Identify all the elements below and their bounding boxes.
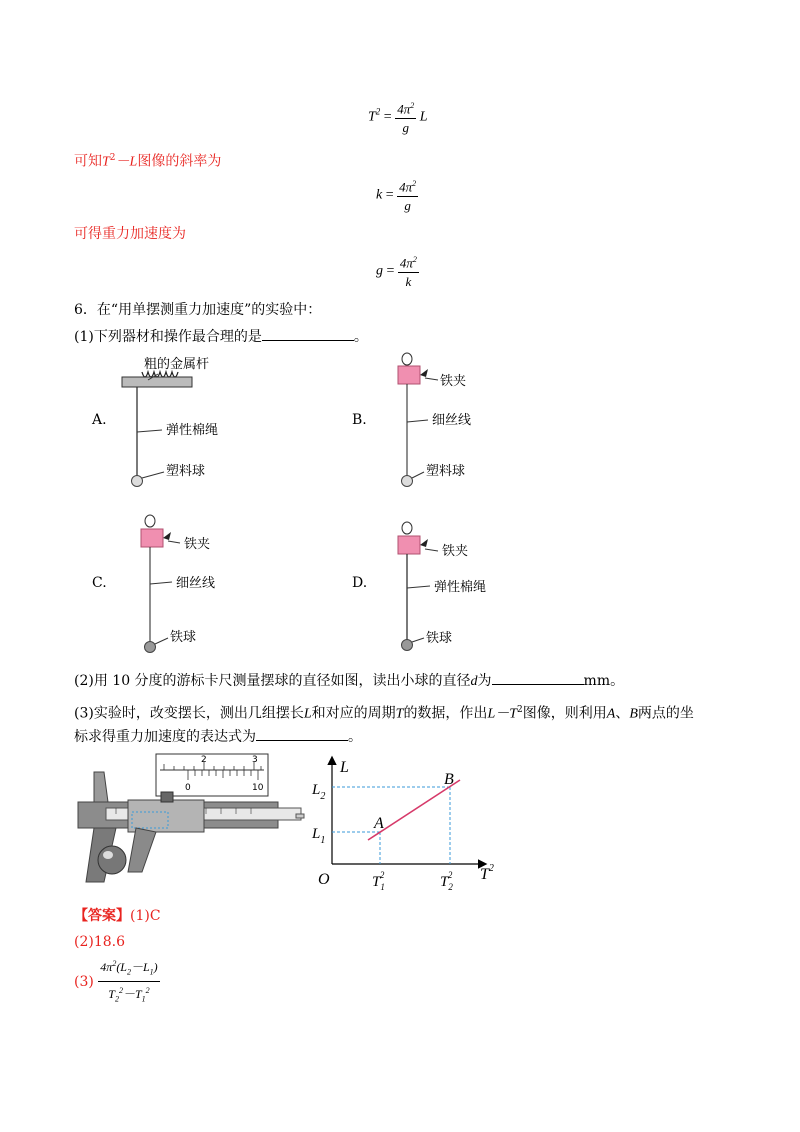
option-b-mid-label: 细丝线 xyxy=(432,413,472,428)
magnifier-vernier-label-0: 0 xyxy=(185,783,191,793)
magnifier-vernier-label-10: 10 xyxy=(252,783,264,793)
answer-line-1: 【答案】(1)C xyxy=(74,908,161,924)
ball-d xyxy=(402,640,413,651)
clip-d xyxy=(398,536,420,554)
x-tick-t2: $T_22$ xyxy=(440,870,453,892)
depth-rod xyxy=(296,814,304,818)
formula-gravity: g = $\frac{4\pi^2}{k}$ xyxy=(376,252,419,290)
option-b[interactable] xyxy=(352,353,471,487)
question-part3: (3)实验时，改变摆长，测出几组摆长L和对应的周期T的数据，作出$L-T^2$图像，则利用A、B两点的坐 xyxy=(74,705,694,722)
clip-c xyxy=(141,529,163,547)
question-title: 6．在“用单摆测重力加速度”的实验中： xyxy=(74,302,322,318)
leader-c2 xyxy=(150,582,172,584)
leader-a3 xyxy=(142,472,164,478)
option-c-top-label: 铁夹 xyxy=(184,537,211,552)
answer-line-2: (2)18.6 xyxy=(74,934,126,950)
option-a[interactable] xyxy=(91,356,218,487)
option-b-top-label: 铁夹 xyxy=(440,374,467,389)
origin-label: O xyxy=(318,871,330,888)
answer-blank-3 xyxy=(256,726,348,741)
gravity-explanation: 可得重力加速度为 xyxy=(74,226,186,242)
option-d[interactable] xyxy=(352,522,486,651)
x-tick-t1: $T_12$ xyxy=(372,870,385,892)
option-d-ball-label: 铁球 xyxy=(426,631,453,646)
option-d-mid-label: 弹性棉绳 xyxy=(434,580,487,595)
answer-blank-2 xyxy=(492,670,584,685)
x-axis-label: $T^2$ xyxy=(480,863,494,883)
leader-c1 xyxy=(168,541,180,543)
answer-blank-1 xyxy=(262,326,354,341)
clip-b xyxy=(398,366,420,384)
option-c-ball-label: 铁球 xyxy=(170,630,197,645)
apparatus-options xyxy=(80,350,560,660)
y-axis-label: L xyxy=(340,759,349,776)
ball-c xyxy=(145,642,156,653)
lower-moving-jaw xyxy=(128,828,156,872)
leader-b2 xyxy=(407,420,428,422)
upper-fixed-jaw xyxy=(94,772,108,802)
ball-a xyxy=(132,476,143,487)
answer-line-3: (3) $\frac{4\pi^2(L_2-L_1)}{T_2^2-T_1^2}$ xyxy=(74,956,160,1008)
leader-c3 xyxy=(155,638,168,644)
leader-d2 xyxy=(407,586,430,588)
point-a-label: A xyxy=(374,815,384,832)
coil xyxy=(142,372,178,377)
lock-screw xyxy=(161,792,173,802)
vernier-caliper xyxy=(76,752,306,887)
option-d-top-label: 铁夹 xyxy=(442,544,469,559)
question-part3-line2: 标求得重力加速度的表达式为 。 xyxy=(74,726,362,747)
option-c-mid-label: 细丝线 xyxy=(176,576,216,591)
ball-highlight xyxy=(103,851,113,859)
clip-handle-d xyxy=(402,522,412,534)
question-part2: (2)用 10 分度的游标卡尺测量摆球的直径如图，读出小球的直径d为 mm。 xyxy=(74,670,624,692)
option-a-mid-label: 弹性棉绳 xyxy=(166,423,219,438)
leader-b1 xyxy=(425,378,438,380)
point-b-label: B xyxy=(444,771,454,788)
slope-explanation: 可知$T^2-L$图像的斜率为 xyxy=(74,153,222,170)
option-a-ball-label: 塑料球 xyxy=(166,464,206,479)
leader-b3 xyxy=(412,472,424,478)
option-c[interactable] xyxy=(92,515,215,653)
leader-d1 xyxy=(425,549,438,551)
clip-handle-c xyxy=(145,515,155,527)
clip-handle-b xyxy=(402,353,412,365)
option-b-ball-label: 塑料球 xyxy=(426,464,466,479)
leader-a2 xyxy=(137,430,162,432)
clip-jaw-d xyxy=(420,539,428,547)
question-part1: (1)下列器材和操作最合理的是 。 xyxy=(74,326,368,347)
ball-b xyxy=(402,476,413,487)
option-a-letter: A. xyxy=(92,412,107,428)
metal-rod xyxy=(122,377,192,387)
pendulum-ball xyxy=(98,846,126,874)
option-c-letter: C. xyxy=(92,575,107,591)
clip-jaw-c xyxy=(163,532,171,540)
magnifier-main-label-3: 3 xyxy=(252,755,258,765)
caliper-slider xyxy=(128,800,204,832)
clip-jaw-b xyxy=(420,369,428,377)
magnifier-main-label-2: 2 xyxy=(201,755,207,765)
y-tick-l2: $L_2$ xyxy=(312,782,326,802)
option-a-top-label: 粗的金属杆 xyxy=(144,357,210,372)
leader-d3 xyxy=(412,638,424,642)
formula-period: $T^2$ = $\frac{4\pi^2}{g}$ L xyxy=(368,98,428,136)
y-tick-l1: $L_1$ xyxy=(312,826,326,846)
option-d-letter: D. xyxy=(352,575,368,591)
option-b-letter: B. xyxy=(352,412,367,428)
l-t2-graph xyxy=(310,752,520,897)
answer-fraction: $\frac{4\pi^2(L_2-L_1)}{T_2^2-T_1^2}$ xyxy=(98,956,159,1008)
formula-slope: k = $\frac{4\pi^2}{g}$ xyxy=(376,176,418,214)
